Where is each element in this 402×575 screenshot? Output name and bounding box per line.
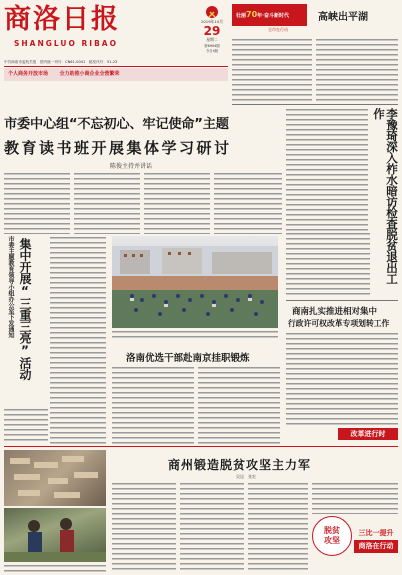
party-emblem-icon: [206, 6, 218, 18]
promo-left-text: 壮丽: [236, 13, 247, 19]
date-box: [197, 6, 227, 56]
promo-red-box: 壮丽70年·奋斗新时代: [232, 4, 307, 26]
feature-body-col-1: [112, 482, 176, 572]
newspaper-title-pinyin: SHANGLUO RIBAO: [14, 39, 118, 48]
feature-body-col-2: [180, 482, 244, 572]
photo-story-body-1: [112, 366, 194, 444]
issue-year-month: 2019年10月: [200, 19, 224, 24]
feature-byline: 吴昆 张宏: [236, 474, 256, 479]
schoolyard-photo: [112, 236, 278, 328]
lead-body-col-2: [74, 172, 140, 234]
bottom-feature-rule: [4, 446, 398, 447]
feature-bottom-photo: [4, 508, 106, 562]
banner-line-1: 个人商务开放市场: [8, 71, 49, 77]
photo-caption: [112, 330, 278, 341]
lead-body-col-1: [4, 172, 70, 234]
feature-body-col-4: [312, 482, 398, 514]
slogan-bottom: 商洛在行动: [354, 540, 398, 553]
lead-subhead: 陈俊主持并讲话: [110, 163, 153, 170]
banner-line-2: 全力助推小商企业全营繁荣: [59, 71, 120, 77]
feature-headline: 商州锻造脱贫攻坚主力军: [168, 458, 312, 472]
top-promo-rule: [232, 104, 398, 105]
vertical-main-headline: 集中开展“三重三亮”活动: [18, 238, 32, 380]
badge-circle-bottom: 攻坚: [324, 535, 340, 545]
lead-headline-line-2: 教育读书班开展集体学习研讨: [4, 139, 232, 157]
promo-sub-text: 全市在行动: [268, 27, 288, 32]
masthead-banner: [4, 68, 228, 81]
issue-number: 第6904期: [204, 44, 220, 48]
reform-story-body: [286, 332, 398, 428]
masthead: [4, 3, 200, 55]
vertical-story-body: [50, 236, 106, 444]
lead-headline-line-1: 市委中心组“不忘初心、牢记使命”主题: [4, 117, 229, 132]
reform-badge: 改革进行时: [338, 428, 398, 440]
masthead-rule: [4, 66, 228, 67]
page-count: 今日4版: [205, 49, 219, 53]
lead-body-col-4: [214, 172, 282, 234]
masthead-info-line: 中共商洛市委机关报 国内统一刊号：CN61-0041 邮发代号：51-23: [4, 60, 118, 64]
newspaper-title: 商洛日报: [4, 4, 120, 35]
slogan-top: 三比一提升: [358, 529, 394, 537]
feature-top-photo: [4, 450, 106, 506]
vertical-kicker: 市委主题教育领导小组办公室下发通知: [7, 236, 14, 338]
feature-body-col-3: [248, 482, 308, 572]
promo-mid-text: 年·奋斗新时代: [257, 13, 290, 19]
poverty-badge-circle: [312, 516, 352, 556]
right-story-body-2: [286, 232, 370, 298]
issue-weekday: 星期二: [206, 37, 218, 42]
top-right-article-text-2: [316, 38, 398, 102]
reform-headline-line-1: 商南扎实推进相对集中: [292, 307, 378, 317]
photo-story-body-2: [198, 366, 280, 444]
top-right-article-text: [232, 38, 312, 102]
reform-headline-line-2: 行政许可权改革专项划转工作: [288, 319, 390, 328]
feature-photo-caption: [4, 564, 106, 573]
lead-body-col-3: [144, 172, 210, 234]
issue-day: 29: [203, 24, 221, 38]
promo-right-title: 高峡出平湖: [318, 12, 368, 23]
badge-circle-top: 脱贫: [324, 525, 340, 535]
right-column-rule: [286, 300, 398, 301]
photo-story-headline: 洛南优选干部赴南京挂职锻炼: [126, 353, 250, 364]
left-bottom-article: [4, 408, 48, 444]
right-vertical-headline: 李豫琦深入柞水暗访检查脱贫退出工作: [372, 108, 399, 284]
